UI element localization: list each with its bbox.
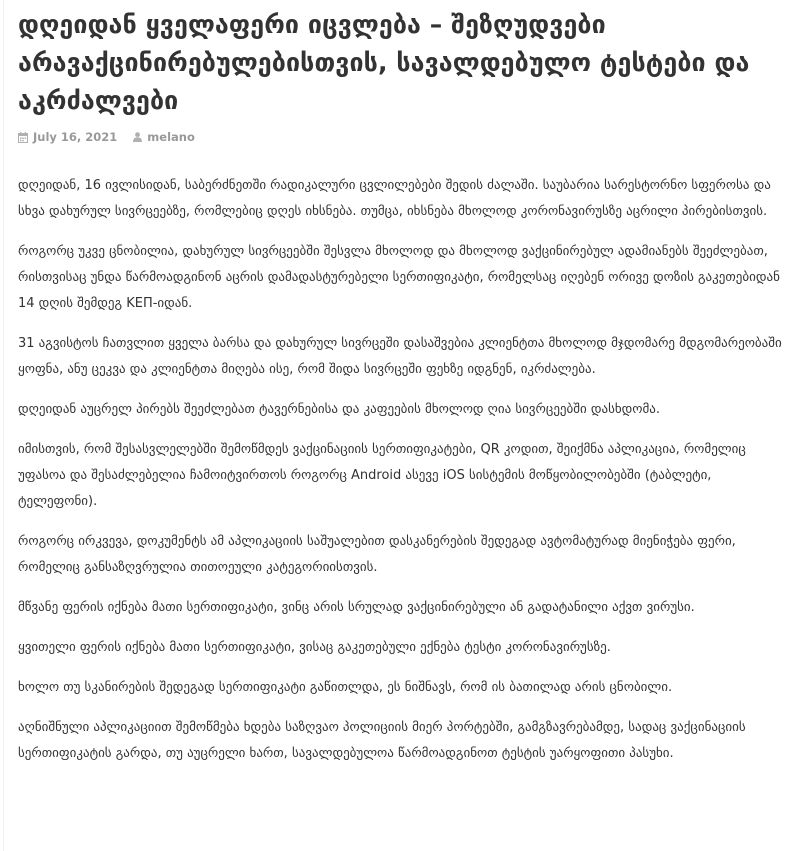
paragraph-3: 31 აგვისტოს ჩათვლით ყველა ბარსა და დახურულ სივრცეში დასაშვებია კლიენტთა მხოლოდ მჯდომარე მდგომარეობაში ყოფნა, ანუ ცეკვა და კლიენტთა მიღება ისე, რომ შიდა სივრცეში ფეხზე იდგნენ, იკრძალება. — [18, 336, 782, 377]
user-icon — [133, 132, 142, 142]
paragraph-10: აღნიშნული აპლიკაციით შემოწმება ხდება საზღვაო პოლიციის მიერ პორტებში, გამგზავრებამდე, სადაც ვაქცინაციის სერთიფიკატის გარდა, თუ აუცრელი ხართ, სავალდებულოა წარმოადგინოთ ტესტის უარყოფითი პასუხი. — [18, 720, 746, 761]
left-divider — [3, 0, 4, 851]
paragraph-9: ხოლო თუ სკანირების შედეგად სერთიფიკატი გაწითლდა, ეს ნიშნავს, რომ ის ბათილად არის ცნობილი. — [18, 680, 673, 695]
article-title: დღეიდან ყველაფერი იცვლება – შეზღუდვები არავაქცინირებულებისთვის, სავალდებულო ტესტები და აკრძალვები — [18, 10, 750, 115]
paragraph-6: როგორც ირკვევა, დოკუმენტს ამ აპლიკაციის საშუალებით დასკანერების შედეგად ავტომატურად მიენიჭება ფერი, რომელიც განსაზღვრულია თითოეული კატეგორიისთვის. — [18, 534, 736, 575]
paragraph-1: დღეიდან, 16 ივლისიდან, საბერძნეთში რადიკალური ცვლილებები შედის ძალაში. საუბარია სარესტორნო სფეროსა და სხვა დახურულ სივრცეებზე, რომლებიც დღეს იხსნება. თუმცა, იხსნება მხოლოდ კორონავირუსზე აცრილი პირებისთვის. — [18, 178, 771, 219]
calendar-icon — [18, 132, 28, 143]
post-date-link[interactable]: July 16, 2021 — [33, 130, 118, 144]
article-meta — [18, 129, 791, 145]
paragraph-5: იმისთვის, რომ შესასვლელებში შემოწმდეს ვაქცინაციის სერთიფიკატები, QR კოდით, შეიქმნა აპლიკაცია, რომელიც უფასოა და შესაძლებელია ჩამოიტვირთოს როგორც Android ასევე iOS სისტემის მოწყობილობებში (ტაბლეტი, ტელეფონი). — [18, 442, 746, 509]
post-author[interactable] — [133, 130, 195, 144]
post-date[interactable] — [18, 130, 117, 144]
paragraph-7: მწვანე ფერის იქნება მათი სერთიფიკატი, ვინც არის სრულად ვაქცინირებული ან გადატანილი აქვთ ვირუსი. — [18, 600, 695, 615]
paragraph-2: როგორც უკვე ცნობილია, დახურულ სივრცეებში შესვლა მხოლოდ და მხოლოდ ვაქცინირებულ ადამიანებს შეეძლებათ, რისთვისაც უნდა წარმოადგინონ აცრის დამადასტურებელი სერთიფიკატი, რომელსაც იღებენ ორივე დოზის გაკეთებიდან 14 დღის შემდეგ KEП-იდან. — [18, 244, 780, 311]
article-content — [18, 173, 791, 767]
post-author-link[interactable]: melano — [147, 130, 195, 144]
paragraph-8: ყვითელი ფერის იქნება მათი სერთიფიკატი, ვისაც გაკეთებული ექნება ტესტი კორონავირუსზე. — [18, 640, 611, 655]
paragraph-4: დღეიდან აუცრელ პირებს შეეძლებათ ტავერნებისა და კაფეების მხოლოდ ღია სივრცეებში დასხდომა. — [18, 402, 661, 417]
